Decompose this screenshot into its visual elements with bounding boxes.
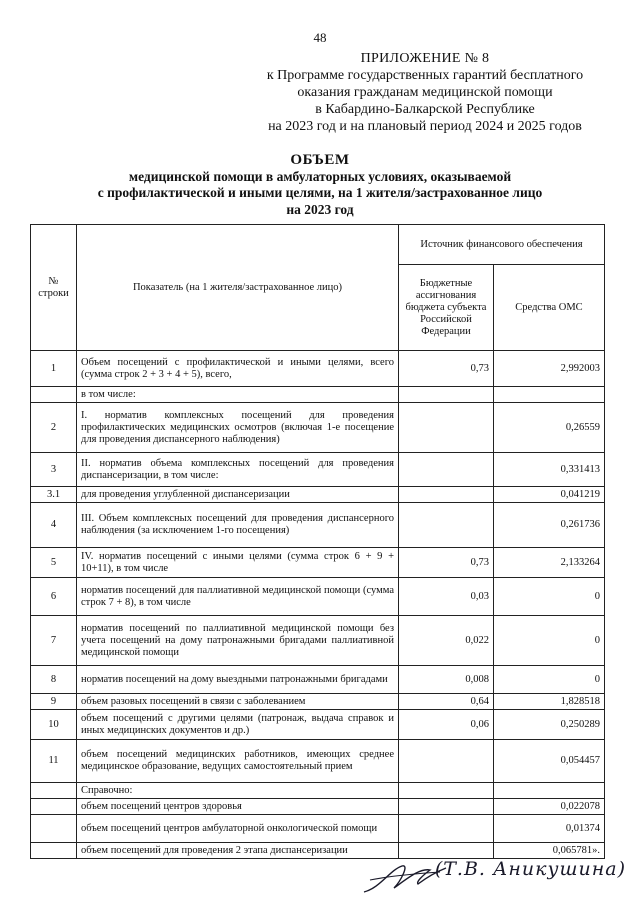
- row-number: [31, 815, 77, 843]
- row-number: 6: [31, 578, 77, 616]
- row-number: [31, 387, 77, 403]
- row-number: 2: [31, 403, 77, 453]
- table-row: [31, 548, 605, 578]
- row-number: 4: [31, 503, 77, 548]
- row-budget: [399, 783, 494, 799]
- table-row: [31, 351, 605, 387]
- row-number: 7: [31, 616, 77, 666]
- row-number: 9: [31, 694, 77, 710]
- row-oms: 0: [494, 616, 605, 666]
- table-row: [31, 843, 605, 859]
- document-heading: [40, 152, 600, 218]
- row-budget: 0,64: [399, 694, 494, 710]
- row-oms: 1,828518: [494, 694, 605, 710]
- row-indicator: объем посещений центров амбулаторной онкологической помощи: [77, 815, 399, 843]
- row-budget: 0,73: [399, 548, 494, 578]
- row-indicator: норматив посещений по паллиативной медицинской помощи без учета посещений на дому патронажными бригадами паллиативной медицинской помощи: [77, 616, 399, 666]
- table-row: [31, 666, 605, 694]
- appendix-line: к Программе государственных гарантий бесплатного: [266, 68, 584, 83]
- table-row: [31, 487, 605, 503]
- row-number: 3.1: [31, 487, 77, 503]
- page-number: 48: [313, 30, 327, 45]
- row-budget: [399, 453, 494, 487]
- row-budget: [399, 799, 494, 815]
- row-oms: [494, 783, 605, 799]
- row-oms: 0,022078: [494, 799, 605, 815]
- appendix-title: ПРИЛОЖЕНИЕ № 8: [360, 51, 490, 66]
- row-indicator: III. Объем комплексных посещений для проведения диспансерного наблюдения (за исключением 1-го посещения): [77, 503, 399, 548]
- volume-table: [30, 224, 605, 859]
- table-row: [31, 740, 605, 783]
- heading-line: медицинской помощи в амбулаторных условиях, оказываемой: [128, 168, 512, 184]
- signature-block: [360, 858, 630, 900]
- row-oms: 2,992003: [494, 351, 605, 387]
- row-indicator: в том числе:: [77, 387, 399, 403]
- row-oms: 0,01374: [494, 815, 605, 843]
- appendix-block: [245, 50, 605, 135]
- row-budget: [399, 403, 494, 453]
- table-row: [31, 694, 605, 710]
- table-row: [31, 503, 605, 548]
- row-indicator: объем посещений медицинских работников, имеющих среднее медицинское образование, ведущих самостоятельный прием: [77, 740, 399, 783]
- row-budget: 0,008: [399, 666, 494, 694]
- table-row: [31, 578, 605, 616]
- row-budget: 0,73: [399, 351, 494, 387]
- row-oms: 0,261736: [494, 503, 605, 548]
- row-budget: 0,03: [399, 578, 494, 616]
- row-budget: [399, 815, 494, 843]
- row-budget: [399, 740, 494, 783]
- row-budget: [399, 487, 494, 503]
- row-budget: 0,022: [399, 616, 494, 666]
- row-indicator: Справочно:: [77, 783, 399, 799]
- table-row: [31, 387, 605, 403]
- table-row: [31, 783, 605, 799]
- row-indicator: II. норматив объема комплексных посещений для проведения диспансеризации, в том числе:: [77, 453, 399, 487]
- row-indicator: объем посещений для проведения 2 этапа диспансеризации: [77, 843, 399, 859]
- row-number: 11: [31, 740, 77, 783]
- appendix-line: оказания гражданам медицинской помощи: [297, 85, 553, 100]
- header-indicator: Показатель (на 1 жителя/застрахованное лицо): [77, 225, 399, 351]
- row-oms: 0,250289: [494, 710, 605, 740]
- row-indicator: для проведения углубленной диспансеризации: [77, 487, 399, 503]
- table-row: [31, 453, 605, 487]
- row-indicator: I. норматив комплексных посещений для проведения профилактических медицинских осмотров (включая 1-е посещение для проведения диспансерного наблюдения): [77, 403, 399, 453]
- row-oms: [494, 387, 605, 403]
- row-budget: 0,06: [399, 710, 494, 740]
- row-oms: 0,331413: [494, 453, 605, 487]
- heading-line: с профилактической и иными целями, на 1 жителя/застрахованное лицо: [97, 185, 543, 200]
- table-row: [31, 815, 605, 843]
- header-budget: Бюджетные ассигнования бюджета субъекта Российской Федерации: [399, 265, 494, 351]
- row-indicator: норматив посещений для паллиативной медицинской помощи (сумма строк 7 + 8), в том числе: [77, 578, 399, 616]
- row-number: 10: [31, 710, 77, 740]
- row-oms: 0,065781».: [494, 843, 605, 859]
- signatory-name: (Т.В. Аникушина): [434, 858, 626, 880]
- row-budget: [399, 843, 494, 859]
- row-number: 5: [31, 548, 77, 578]
- row-oms: 0: [494, 578, 605, 616]
- row-oms: 0,041219: [494, 487, 605, 503]
- heading-line: на 2023 год: [286, 201, 354, 217]
- row-number: [31, 843, 77, 859]
- table-row: [31, 403, 605, 453]
- row-number: 8: [31, 666, 77, 694]
- row-budget: [399, 503, 494, 548]
- row-indicator: объем разовых посещений в связи с заболеванием: [77, 694, 399, 710]
- table-row: [31, 616, 605, 666]
- appendix-line: на 2023 год и на плановый период 2024 и 2025 годов: [268, 119, 582, 134]
- row-oms: 0: [494, 666, 605, 694]
- appendix-line: в Кабардино-Балкарской Республике: [315, 102, 535, 117]
- row-indicator: IV. норматив посещений с иными целями (сумма строк 6 + 9 + 10+11), в том числе: [77, 548, 399, 578]
- header-row-number: № строки: [31, 225, 77, 351]
- table-row: [31, 710, 605, 740]
- row-indicator: объем посещений центров здоровья: [77, 799, 399, 815]
- row-oms: 2,133264: [494, 548, 605, 578]
- row-number: [31, 799, 77, 815]
- row-oms: 0,26559: [494, 403, 605, 453]
- table-row: [31, 799, 605, 815]
- header-funding-source: Источник финансового обеспечения: [399, 225, 605, 265]
- row-oms: 0,054457: [494, 740, 605, 783]
- row-indicator: Объем посещений с профилактической и иными целями, всего (сумма строк 2 + 3 + 4 + 5), всего,: [77, 351, 399, 387]
- heading-title: ОБЪЕМ: [290, 152, 350, 168]
- header-oms: Средства ОМС: [494, 265, 605, 351]
- row-budget: [399, 387, 494, 403]
- row-indicator: норматив посещений на дому выездными патронажными бригадами: [77, 666, 399, 694]
- row-number: [31, 783, 77, 799]
- row-indicator: объем посещений с другими целями (патронаж, выдача справок и иных медицинских документов и др.): [77, 710, 399, 740]
- row-number: 1: [31, 351, 77, 387]
- row-number: 3: [31, 453, 77, 487]
